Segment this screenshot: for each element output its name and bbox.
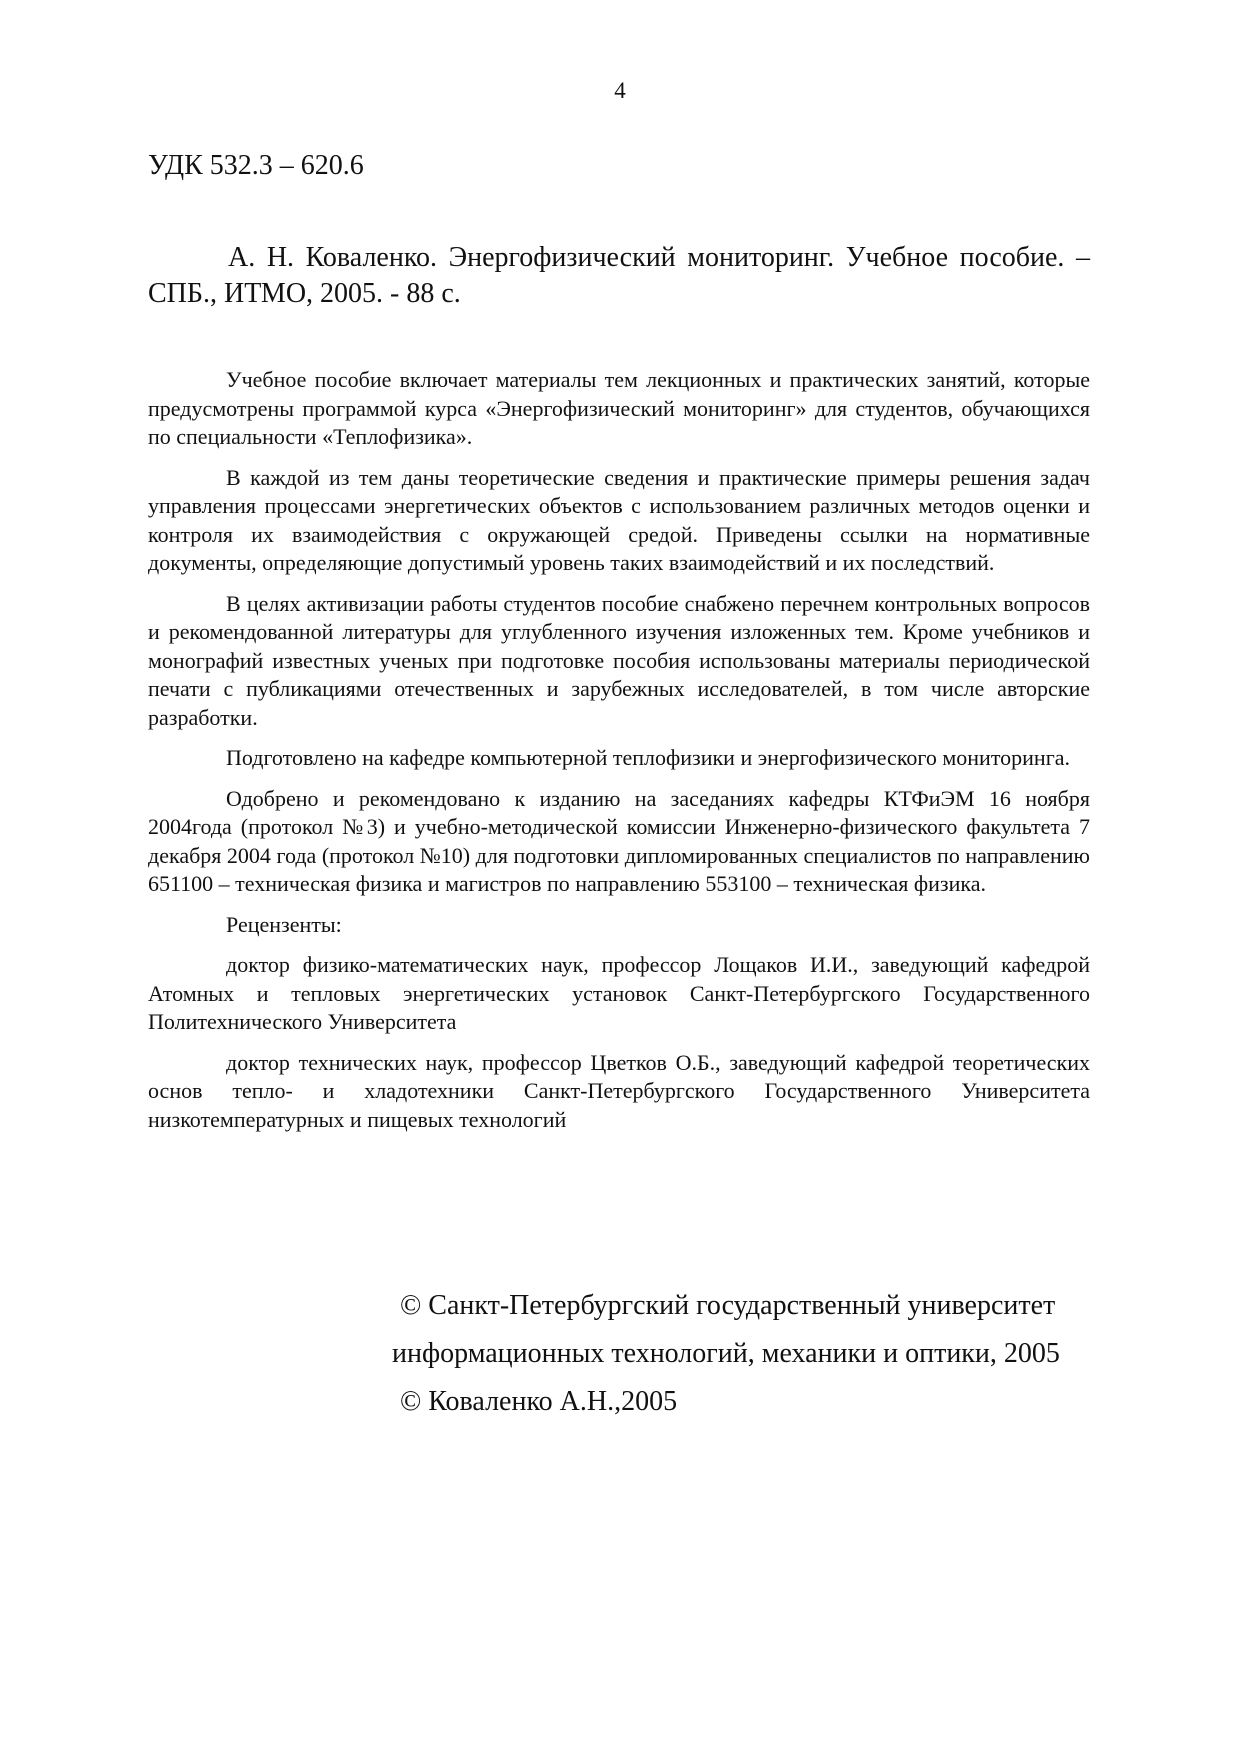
udk-code: УДК 532.3 – 620.6 bbox=[148, 150, 364, 181]
reviewers-label: Рецензенты: bbox=[226, 911, 342, 937]
annotation bbox=[148, 366, 1090, 1146]
annotation-paragraph: Учебное пособие включает материалы тем лекционных и практических занятий, которые предусмотрены программой курса «Энергофизический мониторинг» для студентов, обучающихся по специальности «Теплофизика». bbox=[148, 367, 1090, 449]
annotation-paragraph: Одобрено и рекомендовано к изданию на заседаниях кафедры КТФиЭМ 16 ноября 2004года (протокол №3) и учебно-методической комиссии Инженерно-физического факультета 7 декабря 2004 года (протокол №10) для подготовки дипломированных специалистов по направлению 651100 – техническая физика и магистров по направлению 553100 – техническая физика. bbox=[148, 785, 1090, 896]
copyright-university: © Санкт-Петербургский государственный университет bbox=[400, 1290, 1056, 1321]
bibliographic-citation: А. Н. Коваленко. Энергофизический мониторинг. Учебное пособие. – СПБ., ИТМО, 2005. - 88 с. bbox=[148, 242, 1090, 309]
annotation-paragraph: В целях активизации работы студентов пособие снабжено перечнем контрольных вопросов и рекомендованной литературы для углубленного изучения изложенных тем. Кроме учебников и монографий известных ученых при подготовке пособия использованы материалы периодической печати с публикациями отечественных и зарубежных исследователей, в том числе авторские разработки. bbox=[148, 590, 1090, 730]
annotation-paragraph: Подготовлено на кафедре компьютерной теплофизики и энергофизического мониторинга. bbox=[226, 745, 1070, 770]
copyright-university-cont: информационных технологий, механики и оптики, 2005 bbox=[392, 1338, 1060, 1369]
copyright-block bbox=[392, 1282, 1092, 1426]
page-number: 4 bbox=[614, 78, 626, 103]
reviewer-entry: доктор технических наук, профессор Цветков О.Б., заведующий кафедрой теоретических основ тепло- и хладотехники Санкт-Петербургского Государственного Университета низкотемпературных и пищевых технологий bbox=[148, 1049, 1090, 1132]
copyright-author: © Коваленко А.Н.,2005 bbox=[400, 1386, 678, 1417]
reviewer-entry: доктор физико-математических наук, профессор Лощаков И.И., заведующий кафедрой Атомных и тепловых энергетических установок Санкт-Петербургского Государственного Политехнического Университета bbox=[148, 952, 1090, 1034]
annotation-paragraph: В каждой из тем даны теоретические сведения и практические примеры решения задач управления процессами энергетических объектов с использованием различных методов оценки и контроля их взаимодействия с окружающей средой. Приведены ссылки на нормативные документы, определяющие допустимый уровень таких взаимодействий и их последствий. bbox=[148, 464, 1090, 575]
